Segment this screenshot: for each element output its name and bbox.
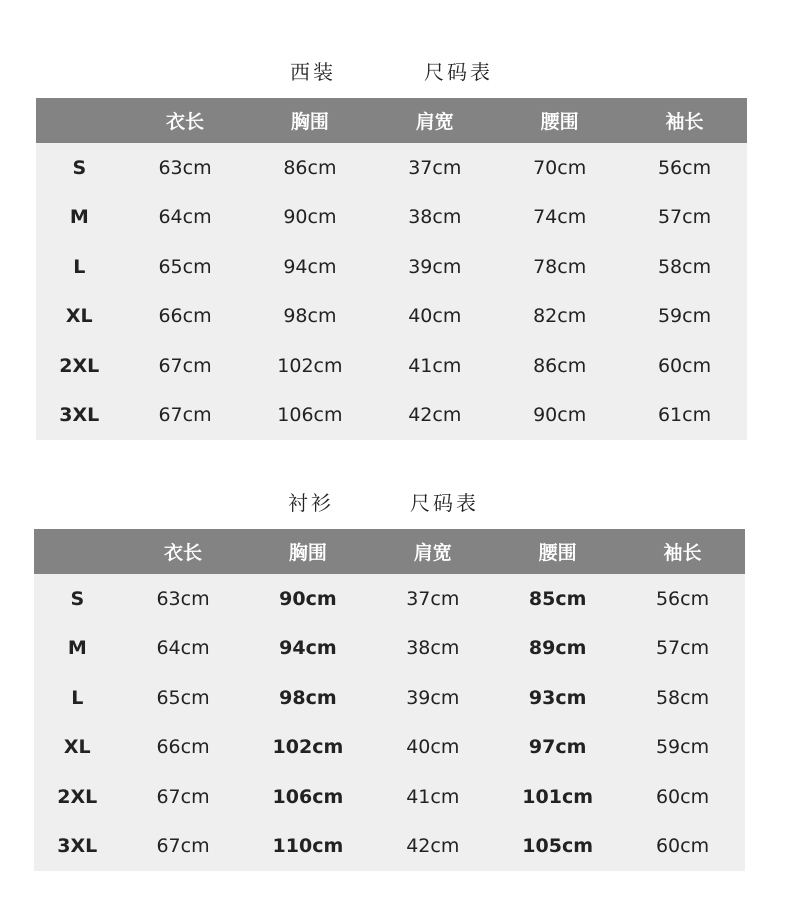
table-cell: 67cm xyxy=(158,404,212,427)
table-cell: 85cm xyxy=(528,587,587,610)
table-row xyxy=(36,292,747,342)
table-cell: 78cm xyxy=(533,255,587,278)
table-cell: 63cm xyxy=(158,156,212,179)
size-label: L xyxy=(71,686,84,709)
table-row xyxy=(34,624,745,674)
table-cell: 60cm xyxy=(657,354,712,377)
table-cell: 40cm xyxy=(408,305,462,328)
table-cell: 106cm xyxy=(272,785,344,808)
table-cell: 56cm xyxy=(657,156,712,179)
table-cell: 90cm xyxy=(533,404,587,427)
table-cell: 61cm xyxy=(657,404,712,427)
table-cell: 98cm xyxy=(283,305,337,328)
table-cell: 93cm xyxy=(528,686,587,709)
table-cell: 39cm xyxy=(408,255,462,278)
suit-title-garment: 西装 xyxy=(290,60,336,84)
table-cell: 38cm xyxy=(406,637,460,660)
table-cell: 59cm xyxy=(655,736,710,759)
size-label: M xyxy=(69,206,89,229)
suit-size-table xyxy=(36,98,747,440)
table-cell: 56cm xyxy=(655,587,710,610)
header-cell-size xyxy=(36,98,123,143)
table-cell: 94cm xyxy=(279,637,337,660)
shirt-chart-title xyxy=(0,488,790,518)
size-label: M xyxy=(67,637,87,660)
table-cell: 38cm xyxy=(408,206,462,229)
header-cell-waist: 腰围 xyxy=(495,529,620,574)
table-cell: 70cm xyxy=(533,156,587,179)
shirt-title-garment: 衬衫 xyxy=(288,491,334,515)
table-row xyxy=(34,772,745,822)
size-label: S xyxy=(70,587,85,610)
table-row xyxy=(36,143,747,193)
table-cell: 59cm xyxy=(657,305,712,328)
table-row xyxy=(34,723,745,773)
size-label: XL xyxy=(63,736,91,759)
header-cell-chest: 胸围 xyxy=(247,98,372,143)
table-cell: 90cm xyxy=(283,206,337,229)
table-cell: 67cm xyxy=(156,835,210,858)
header-cell-length: 衣长 xyxy=(121,529,246,574)
size-label: XL xyxy=(65,305,93,328)
header-cell-chest: 胸围 xyxy=(245,529,370,574)
table-cell: 102cm xyxy=(272,736,344,759)
table-cell: 89cm xyxy=(528,637,587,660)
table-cell: 42cm xyxy=(406,835,460,858)
table-cell: 41cm xyxy=(406,785,460,808)
size-label: 3XL xyxy=(57,835,98,858)
table-cell: 82cm xyxy=(533,305,587,328)
table-cell: 65cm xyxy=(158,255,212,278)
table-row xyxy=(34,822,745,872)
table-header-row xyxy=(34,529,745,574)
table-cell: 110cm xyxy=(272,835,344,858)
table-row xyxy=(36,242,747,292)
header-cell-shoulder: 肩宽 xyxy=(370,529,495,574)
table-cell: 94cm xyxy=(283,255,337,278)
shirt-title-label: 尺码表 xyxy=(410,491,479,515)
table-cell: 60cm xyxy=(655,785,710,808)
table-cell: 86cm xyxy=(283,156,337,179)
table-cell: 41cm xyxy=(408,354,462,377)
table-cell: 60cm xyxy=(655,835,710,858)
size-label: S xyxy=(72,156,87,179)
table-cell: 37cm xyxy=(406,587,460,610)
size-label: 2XL xyxy=(57,785,98,808)
table-cell: 86cm xyxy=(533,354,587,377)
table-cell: 67cm xyxy=(158,354,212,377)
table-cell: 67cm xyxy=(156,785,210,808)
table-cell: 58cm xyxy=(657,255,712,278)
suit-title-label: 尺码表 xyxy=(424,60,493,84)
table-cell: 65cm xyxy=(156,686,210,709)
table-cell: 64cm xyxy=(158,206,212,229)
header-cell-shoulder: 肩宽 xyxy=(372,98,497,143)
table-cell: 66cm xyxy=(156,736,210,759)
table-cell: 64cm xyxy=(156,637,210,660)
table-cell: 66cm xyxy=(158,305,212,328)
table-header-row xyxy=(36,98,747,143)
table-row xyxy=(36,193,747,243)
table-cell: 74cm xyxy=(533,206,587,229)
header-cell-length: 衣长 xyxy=(123,98,248,143)
table-cell: 101cm xyxy=(522,785,594,808)
table-cell: 37cm xyxy=(408,156,462,179)
size-label: 3XL xyxy=(59,404,100,427)
table-cell: 90cm xyxy=(279,587,337,610)
table-cell: 42cm xyxy=(408,404,462,427)
table-row xyxy=(34,673,745,723)
table-row xyxy=(34,574,745,624)
table-cell: 40cm xyxy=(406,736,460,759)
header-cell-sleeve: 袖长 xyxy=(622,98,747,143)
table-cell: 57cm xyxy=(657,206,712,229)
shirt-size-table xyxy=(34,529,745,871)
table-row xyxy=(36,341,747,391)
table-cell: 58cm xyxy=(655,686,710,709)
header-cell-sleeve: 袖长 xyxy=(620,529,745,574)
suit-chart-title xyxy=(0,57,790,87)
table-cell: 102cm xyxy=(277,354,343,377)
table-cell: 106cm xyxy=(277,404,343,427)
header-cell-waist: 腰围 xyxy=(497,98,622,143)
table-cell: 39cm xyxy=(406,686,460,709)
table-row xyxy=(36,391,747,441)
table-cell: 63cm xyxy=(156,587,210,610)
table-cell: 97cm xyxy=(528,736,587,759)
table-cell: 57cm xyxy=(655,637,710,660)
header-cell-size xyxy=(34,529,121,574)
size-label: L xyxy=(73,255,86,278)
table-cell: 105cm xyxy=(522,835,594,858)
table-cell: 98cm xyxy=(279,686,337,709)
size-label: 2XL xyxy=(59,354,100,377)
